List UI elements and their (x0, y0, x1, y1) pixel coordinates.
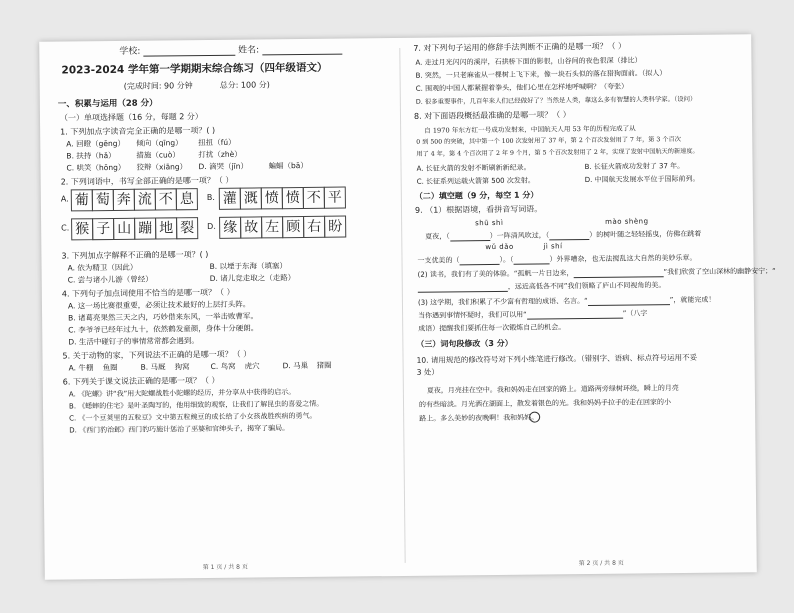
q8-passage-line3: 用了 4 年，第 4 个百次用了 2 年 9 个月，第 5 个百次发射用了 2 年，实现了发射中国航天的新速度。 (416, 147, 699, 158)
school-row (119, 45, 342, 57)
q9-blank-7[interactable] (588, 304, 670, 306)
q9-text: 夏夜， (425, 232, 447, 241)
exam-title: 2023-2024 学年第一学期期末综合练习（四年级语文） (61, 61, 328, 77)
q6-stem: 6. 下列关于课文说法正确的是哪一项？（ ） (62, 375, 220, 387)
q4-option-d[interactable]: D. 生活中碰钉子的事情常常都会遇到。 (68, 336, 199, 347)
q6-option-d[interactable]: D. 《西门豹治邺》西门豹巧施计惩治了巫婆和官绅头子，揭穿了骗局。 (69, 424, 290, 435)
q9-pinyin-1: shū shì (475, 218, 504, 228)
school-label: 学校: (119, 46, 141, 57)
subsection-2-heading: （二）填空题（9 分，每空 1 分） (414, 190, 539, 201)
q9-text: ，远近高低各不同”我们领略了庐山不同视角的美。 (507, 281, 666, 291)
q2-grid-b (219, 187, 345, 210)
subsection-3-heading: （三）词句段修改（3 分） (416, 338, 513, 349)
name-label: 姓名: (238, 45, 260, 56)
q9-text: ）的树叶随之轻轻摇曳，仿佛在跳着 (589, 229, 702, 239)
grid-char: 裂 (176, 217, 198, 239)
q8-option-b[interactable]: B. 长征火箭成功发射了 37 年。 (584, 161, 685, 172)
q2-grid-d (219, 216, 345, 239)
q9-blank-8[interactable] (527, 318, 623, 320)
q5-option-b[interactable]: B. 马厩 (140, 362, 166, 372)
grid-char: 平 (324, 187, 346, 209)
q8-passage-line1: 自 1970 年东方红一号成功发射来，中国航天人用 53 年的历程完成了从 (424, 124, 636, 135)
q6-option-b[interactable]: B. 《蟋蟀的住宅》是叶圣陶写的，他用细致的观察，让我们了解昆虫的喜爱之情。 (68, 399, 324, 411)
q4-option-c[interactable]: C. 李爷爷已经年过九十，依然鹤发童颜，身体十分硬朗。 (68, 323, 259, 335)
q9-blank-1[interactable] (450, 240, 490, 241)
q2-grid-a (71, 188, 197, 211)
q9-text: ）一阵清风吹过， (489, 231, 546, 241)
name-field[interactable] (262, 54, 342, 56)
q9-text: (2) 读书，我们有了美的体验。“孤帆一片日边来， (417, 269, 574, 279)
q7-stem: 7. 对下列句子运用的修辞手法判断不正确的是哪一项？（ ） (413, 41, 627, 53)
q9-blank-2[interactable] (549, 239, 589, 240)
score-info: 总分: 100 分) (219, 80, 270, 90)
q9-part-3-line3: 成语）提醒我们要抓住每一次锻炼自己的机会。 (418, 323, 566, 333)
q4-option-a[interactable]: A. 这一场比赛很重要，必须让技术最好的上层打头阵。 (67, 299, 251, 311)
q2-grid-c (71, 217, 197, 240)
q9-part-2-line1 (418, 266, 776, 280)
q3-stem: 3. 下列加点字解释不正确的是哪一项？( ) (61, 249, 209, 261)
q9-pinyin-2: mào shèng (605, 217, 649, 226)
page-1 (57, 38, 393, 579)
grid-char: 不 (303, 187, 325, 209)
q1-option-b-word2: 措施（cuò） (136, 150, 180, 160)
time-info: (完成时间: 90 分钟 (123, 81, 193, 91)
grid-char: 愤 (282, 187, 304, 209)
correction-mark-circle (529, 412, 540, 423)
page-2-footer: 第 2 页 / 共 8 页 (578, 559, 624, 568)
q9-blank-3[interactable] (460, 264, 500, 265)
q5-option-a[interactable]: A. 牛棚 (68, 363, 94, 373)
q2-label-b[interactable]: B. (206, 192, 215, 202)
q5-option-a-word2: 鱼圈 (102, 362, 118, 373)
q8-passage-line2: 0 到 500 的突破，其中第一个 100 次发射用了 37 年，第 2 个百次发射用了 7 年，第 3 个百次 (416, 136, 681, 146)
grid-char: 溉 (240, 187, 262, 209)
q8-option-d[interactable]: D. 中国航天发展水平位于国际前列。 (584, 174, 700, 185)
q10-stem: 10. 请用规范的修改符号对下列小练笔进行修改。（错别字、语病、标点符号运用不妥 (416, 352, 698, 365)
q7-option-d[interactable]: D. 很多重要事件，几百年来人们已经做好了？当然是人类，靠这么多有智慧的人类科学家。（设问） (415, 94, 697, 106)
grid-char: 猴 (71, 218, 93, 240)
q5-stem: 5. 关于动物的家，下列说法不正确的是哪一项？（ ） (62, 349, 252, 361)
q10-essay-line1: 夏夜，月亮挂在空中。我和妈妈走在回家的路上。道路两旁绿树环绕，瞬上的月亮 (426, 384, 679, 395)
q8-option-c[interactable]: C. 长征系列运载火箭第 500 次发射。 (416, 176, 535, 186)
q8-stem: 8. 对下面语段概括最准确的是哪一项？（ ） (413, 110, 571, 121)
q1-stem: 1. 下列加点字读音完全正确的是哪一项？( ) (60, 125, 216, 137)
section-1-heading: 一、积累与运用（28 分） (57, 98, 158, 110)
q1-option-a-word3: 扭扭（fú） (198, 137, 236, 148)
grid-char: 不 (155, 188, 177, 210)
q9-text: ”（八字 (622, 309, 648, 318)
q1-option-c-word2: 狡辩（xiāng） (136, 162, 188, 172)
center-fold (399, 48, 405, 563)
q5-option-c[interactable]: C. 鸟窝 (210, 361, 236, 371)
grid-char: 子 (92, 218, 114, 240)
q6-option-c[interactable]: C. 《一个豆荚里的五粒豆》文中第五粒豌豆的成长给了小女孩战胜疾病的勇气。 (69, 411, 317, 423)
q10-stem-cont: 3 处） (416, 367, 439, 377)
grid-char: 地 (155, 217, 177, 239)
q9-sentence-2 (417, 253, 696, 266)
q3-option-a[interactable]: A. 依为精卫（因此） (67, 262, 138, 273)
grid-char: 萄 (92, 189, 114, 211)
school-field[interactable] (143, 55, 235, 57)
subsection-1-heading: （一）单项选择题（16 分，每题 2 分） (59, 112, 203, 123)
q9-part-3-line2 (418, 308, 647, 320)
q4-stem: 4. 下列句子加点词使用不恰当的是哪一项？（ ） (61, 287, 235, 299)
q2-label-a[interactable]: A. (60, 194, 69, 204)
grid-char: 愤 (261, 187, 283, 209)
q9-blank-5[interactable] (573, 276, 663, 278)
q2-label-c[interactable]: C. (61, 223, 70, 233)
page-2 (413, 34, 776, 575)
q9-text: 一支优美的（ (417, 256, 460, 265)
q9-text: (3) 这学期，我们积累了不少富有哲理的成语、名言。“ (417, 297, 588, 307)
q5-option-d[interactable]: D. 马巢 (282, 360, 309, 371)
exam-sheet (39, 34, 776, 579)
grid-char: 息 (176, 188, 198, 210)
q3-option-d[interactable]: D. 诸儿竞走取之（走路） (209, 273, 296, 283)
grid-char: 山 (113, 218, 135, 240)
q7-option-b[interactable]: B. 突然，一只老麻雀从一棵树上飞下来，像一块石头似的落在猎狗面前。（拟人） (415, 69, 667, 80)
q9-text: ”我们欣赏了空山深林的幽静安宁；“ (663, 267, 776, 277)
q1-option-b-word3: 打扰（zhè） (198, 149, 242, 160)
q1-option-d-word2: 蝙蝠（bā） (268, 160, 308, 171)
q5-option-d-word2: 猪圈 (316, 360, 332, 370)
q9-sentence-1: 夏夜，（ ）一阵清风吹过，（ ）的树叶随之轻轻摇曳，仿佛在跳着 (425, 229, 702, 241)
q3-option-c[interactable]: C. 尝与诸小儿游（曾经） (67, 274, 153, 285)
q10-essay-line3: 路上。多么美妙的夜晚啊！我和妈妈。 (419, 413, 539, 423)
q9-text: ）外界嘈杂，也无法搅乱这大自然的美妙乐章。 (549, 253, 697, 264)
grid-char: 葡 (71, 189, 93, 211)
q9-part-2-line2 (418, 280, 666, 293)
q1-option-b[interactable]: B. 扶持（hǎ） (66, 150, 116, 161)
q1-option-d[interactable]: D. 滴哭（jīn） (198, 161, 249, 172)
grid-char: 左 (261, 216, 283, 238)
q9-pinyin-4: jì shí (543, 242, 563, 251)
page-1-footer: 第 1 页 / 共 8 页 (202, 563, 248, 572)
grid-char: 故 (240, 216, 262, 238)
q5-option-c-word2: 虎穴 (244, 361, 260, 371)
q7-option-c[interactable]: C. 围观的中国人都紧握着拳头，他们心里在怎样地呼喊啊？（夸张） (415, 82, 629, 93)
grid-char: 蹦 (134, 218, 156, 240)
q9-text: 当你遇到事情怀疑时，我们可以用“ (418, 310, 527, 320)
q8-option-a[interactable]: A. 长征火箭的发射不断刷新新纪录。 (416, 163, 531, 173)
grid-char: 盼 (324, 216, 346, 238)
q2-stem: 2. 下列词语中，书写全部正确的是哪一项？（ ） (60, 175, 234, 187)
grid-char: 流 (134, 189, 156, 211)
q1-option-a-word2: 倾向（qīng） (136, 138, 183, 148)
q10-essay-line2: 的有些暗淡。月光洒在湖面上，散发着银色的光。我和妈妈手拉手的走在回家的小 (418, 398, 672, 409)
q1-option-a[interactable]: A. 回瞪（gēng） (66, 138, 125, 149)
grid-char: 顾 (282, 216, 304, 238)
grid-char: 奔 (113, 189, 135, 211)
q9-text: ）。（ (499, 255, 514, 264)
grid-char: 灌 (219, 188, 241, 210)
q6-option-a[interactable]: A. 《陀螺》讲“我”用大陀螺战胜小陀螺的经历，并分享从中获得的启示。 (68, 388, 296, 399)
q7-option-a[interactable]: A. 走过月光闪闪的溪岸，石拱桥下面的影很，山谷间的夜色很深（排比） (415, 56, 642, 67)
q3-option-b[interactable]: B. 以堙于东海（填塞） (209, 261, 288, 271)
q9-pinyin-3: wǔ dǎo (485, 242, 514, 252)
grid-char: 缘 (219, 217, 241, 239)
q5-option-b-word2: 狗窝 (174, 362, 190, 372)
q9-part-3-line1 (418, 295, 716, 308)
q9-text: ”，就能完成！ (669, 295, 716, 305)
q1-option-c[interactable]: C. 哄笑（hōng） (66, 162, 126, 173)
q2-label-d[interactable]: D. (207, 221, 216, 231)
q4-option-b[interactable]: B. 诸葛亮果然三天之内，巧妙借来东风，一举击败曹军。 (68, 311, 259, 323)
grid-char: 右 (303, 216, 325, 238)
q9-stem: 9. （1）根据语境，看拼音写词语。 (414, 204, 543, 215)
q9-blank-6[interactable] (418, 291, 508, 293)
q9-blank-4[interactable] (514, 263, 550, 264)
